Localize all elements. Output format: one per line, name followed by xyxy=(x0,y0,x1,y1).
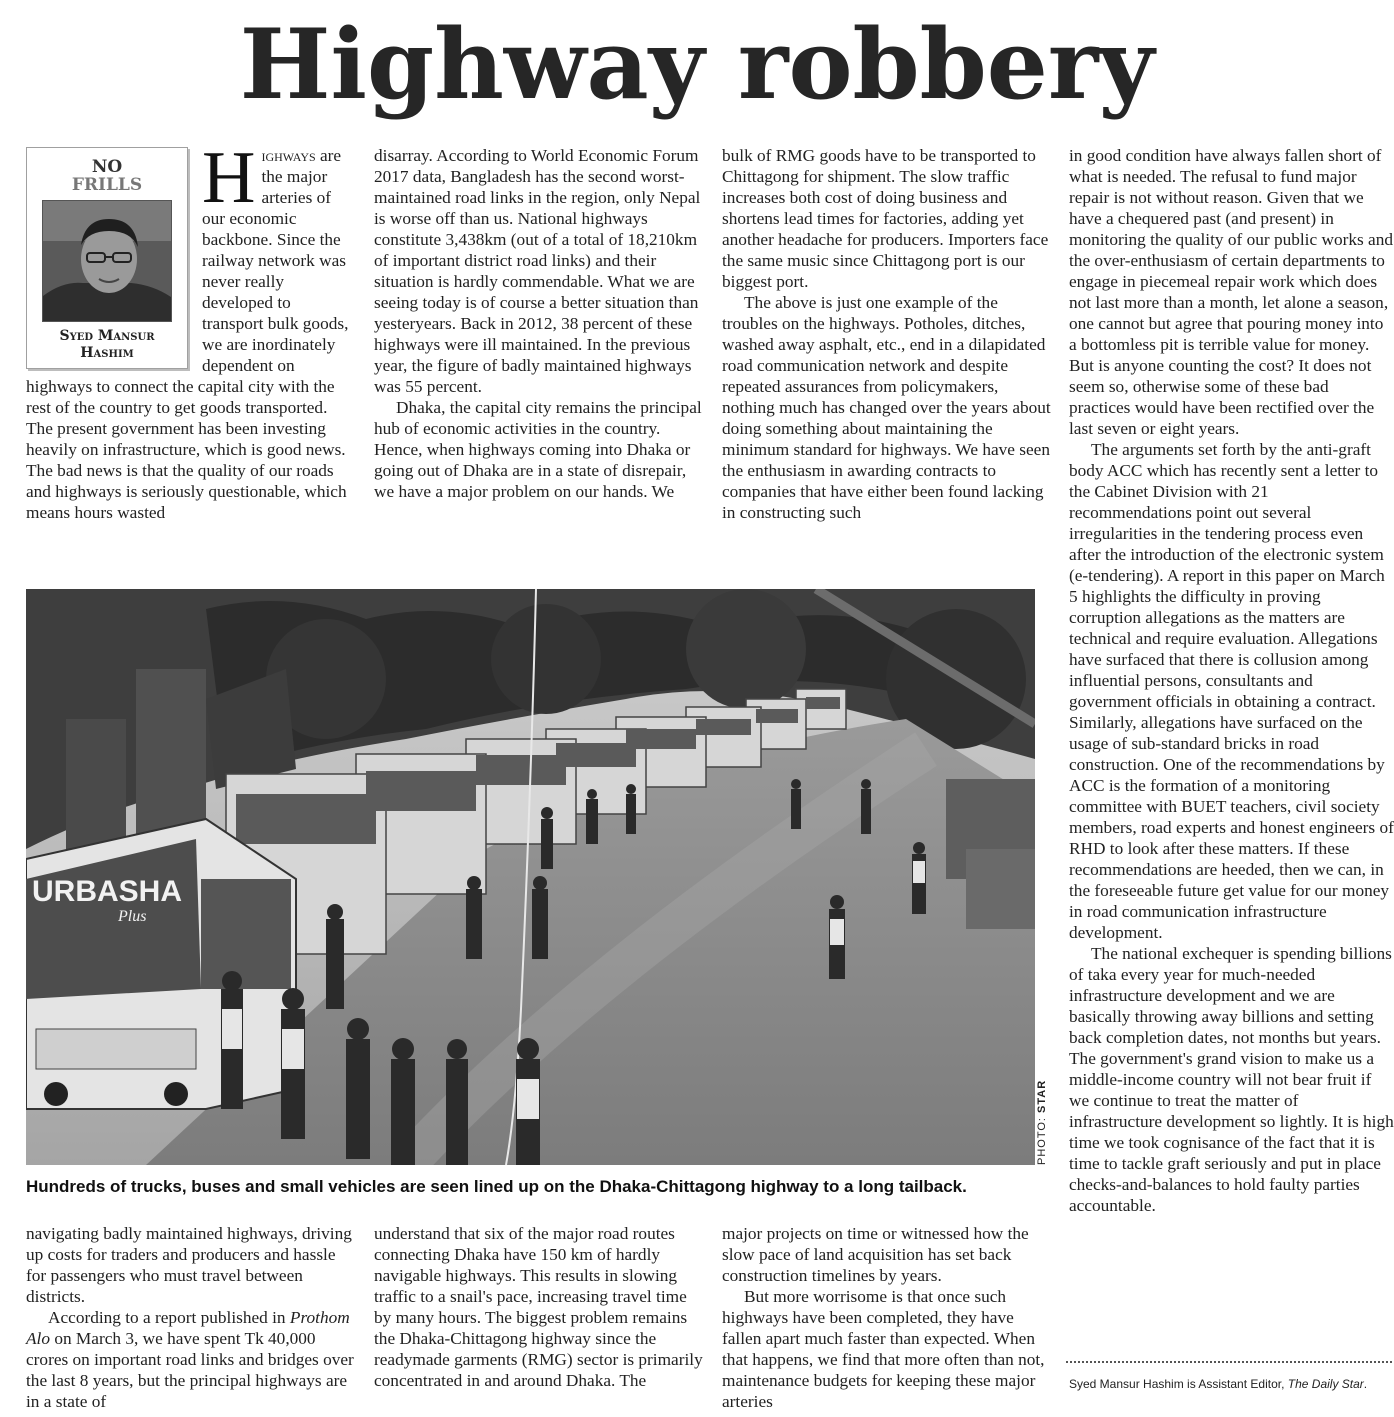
paragraph: Dhaka, the capital city remains the principal hub of economic activities in the country. Hence, when highways coming into Dhaka or going out of Dhaka are in a state of disrepair, we have a major problem on our hands. We xyxy=(374,398,702,501)
column-2-top xyxy=(374,145,704,502)
paragraph-text: are the major arteries of our economic backbone. Since the railway network was never really developed to transport bulk goods, we are inordinately dependent on highways to connect the capital city with the rest of the country to get goods transported. The present government has been investing heavily on infrastructure, which is good news. The bad news is that the quality of our roads and highways is seriously questionable, which means hours wasted xyxy=(26,146,349,522)
highway-photo xyxy=(26,589,1035,1165)
column-1-top xyxy=(26,137,356,523)
author-photo xyxy=(42,200,172,322)
column-label-line2: FRILLS xyxy=(71,175,143,195)
paragraph: But more worrisome is that once such highways have been completed, they have fallen apart much faster than expected. When that happens, we find that more often than not, maintenance budgets for keeping these major arteries xyxy=(722,1287,1045,1411)
author-name-line1: Syed Mansur xyxy=(59,328,155,344)
column-label-line1: NO xyxy=(91,157,123,177)
column-3-bottom xyxy=(722,1223,1052,1412)
paragraph: The national exchequer is spending billions of taka every year for much-needed infrastructure development and we are basically throwing away billions and setting back completion dates, not months but years. The government's grand vision to make us a middle-income country will not bear fruit if we continue to treat the matter of infrastructure development so lightly. It is high time we took cognisance of the fact that it is time to tackle graft seriously and put in place checks-and-balances to hold faulty parties accountable. xyxy=(1069,944,1394,1215)
author-bio xyxy=(1069,1377,1389,1392)
photo-caption: Hundreds of trucks, buses and small vehicles are seen lined up on the Dhaka-Chittagong highway to a long tailback. xyxy=(26,1177,967,1196)
paragraph: understand that six of the major road routes connecting Dhaka have 150 km of hardly navigable highways. This results in slowing traffic to a snail's pace, increasing travel time by many hours. The biggest problem remains the Dhaka-Chittagong highway since the readymade garments (RMG) sector is primarily concentrated in and around Dhaka. The xyxy=(374,1224,703,1390)
headline: Highway robbery xyxy=(239,8,1155,121)
paragraph-text: on March 3, we have spent Tk 40,000 crores on important road links and bridges over the last 8 years, but the principal highways are in a state of xyxy=(26,1329,354,1411)
photo-credit-source: STAR xyxy=(1036,1079,1048,1113)
column-1-bottom xyxy=(26,1223,356,1412)
lead-word: ighways xyxy=(261,146,316,165)
column-3-top xyxy=(722,145,1052,523)
paragraph: major projects on time or witnessed how the slow pace of land acquisition has set back construction timelines by years. xyxy=(722,1224,1029,1285)
paragraph: The arguments set forth by the anti-graft body ACC which has recently sent a letter to the Cabinet Division with 21 recommendations point out several irregularities in the tendering process even after the introduction of the electronic system (e-tendering). A report in this paper on March 5 highlights the difficulty in proving corruption allegations as the matters are technical and require evaluation. Allegations have surfaced that there is collusion among influential persons, consultants and government officials in obtaining a contract. Similarly, allegations have surfaced on the usage of sub-standard bricks in road construction. One of the recommendations by ACC is the formation of a monitoring committee with BUET teachers, civil society members, road experts and honest engineers of RHD to look after these matters. If these recommendations are heeded, then we can, in the foreseeable future get value for our money in road communication infrastructure development. xyxy=(1069,440,1394,942)
bus-sign-sub: Plus xyxy=(118,908,147,925)
publication-name: Prothom Alo xyxy=(26,1308,350,1348)
author-name xyxy=(27,328,187,362)
photo-credit-prefix: PHOTO: xyxy=(1036,1112,1048,1165)
bus-sign: URBASHA xyxy=(32,875,182,908)
byline-box xyxy=(26,147,188,369)
paragraph-text: According to a report published in xyxy=(48,1308,290,1327)
column-2-bottom xyxy=(374,1223,704,1391)
column-4 xyxy=(1069,145,1394,1360)
photo-credit xyxy=(1036,1075,1052,1165)
bio-end: . xyxy=(1363,1377,1368,1391)
drop-cap: H xyxy=(202,137,256,219)
dotted-separator xyxy=(1066,1361,1392,1363)
paragraph xyxy=(26,1307,356,1412)
paragraph: bulk of RMG goods have to be transported to Chittagong for shipment. The slow traffic increases both cost of doing business and shortens lead times for factories, adding yet another headache for producers. Importers face the same music since Chittagong port is our biggest port. xyxy=(722,146,1049,291)
author-name-line2: Hashim xyxy=(80,345,134,361)
paragraph: The above is just one example of the troubles on the highways. Potholes, ditches, washed away asphalt, etc., end in a dilapidated road communication network and despite repeated assurances from policymakers, nothing much has changed over the years about doing something about maintaining the minimum standard for highways. We have seen the enthusiasm in awarding contracts to companies that have either been found lacking in constructing such xyxy=(722,293,1051,522)
paragraph: in good condition have always fallen short of what is needed. The refusal to fund major repair is not without reason. Given that we have a chequered past (and present) in monitoring the quality of our public works and the over-enthusiasm of certain departments to engage in piecemeal repair work which does not last more than a month, let alone a season, one cannot but agree that pouring money into a bottomless pit is terrible value for money. But is anyone counting the cost? It does not seem so, otherwise some of these bad practices would have been rectified over the last seven or eight years. xyxy=(1069,146,1393,438)
paragraph: navigating badly maintained highways, driving up costs for traders and producers and hassle for passengers who must travel between districts. xyxy=(26,1224,352,1306)
bio-publication: The Daily Star xyxy=(1287,1377,1364,1391)
paragraph: disarray. According to World Economic Forum 2017 data, Bangladesh has the second worst-maintained road links in the region, only Nepal is worse off than us. National highways constitute 3,438km (out of a total of 18,210km of important district road links) and their situation is hardly commendable. What we are seeing today is of course a better situation than yesteryears. Back in 2012, 38 percent of these highways were ill maintained. In the previous year, the figure of badly maintained highways was 55 percent. xyxy=(374,146,701,396)
bio-text: Syed Mansur Hashim is Assistant Editor, xyxy=(1069,1377,1288,1391)
